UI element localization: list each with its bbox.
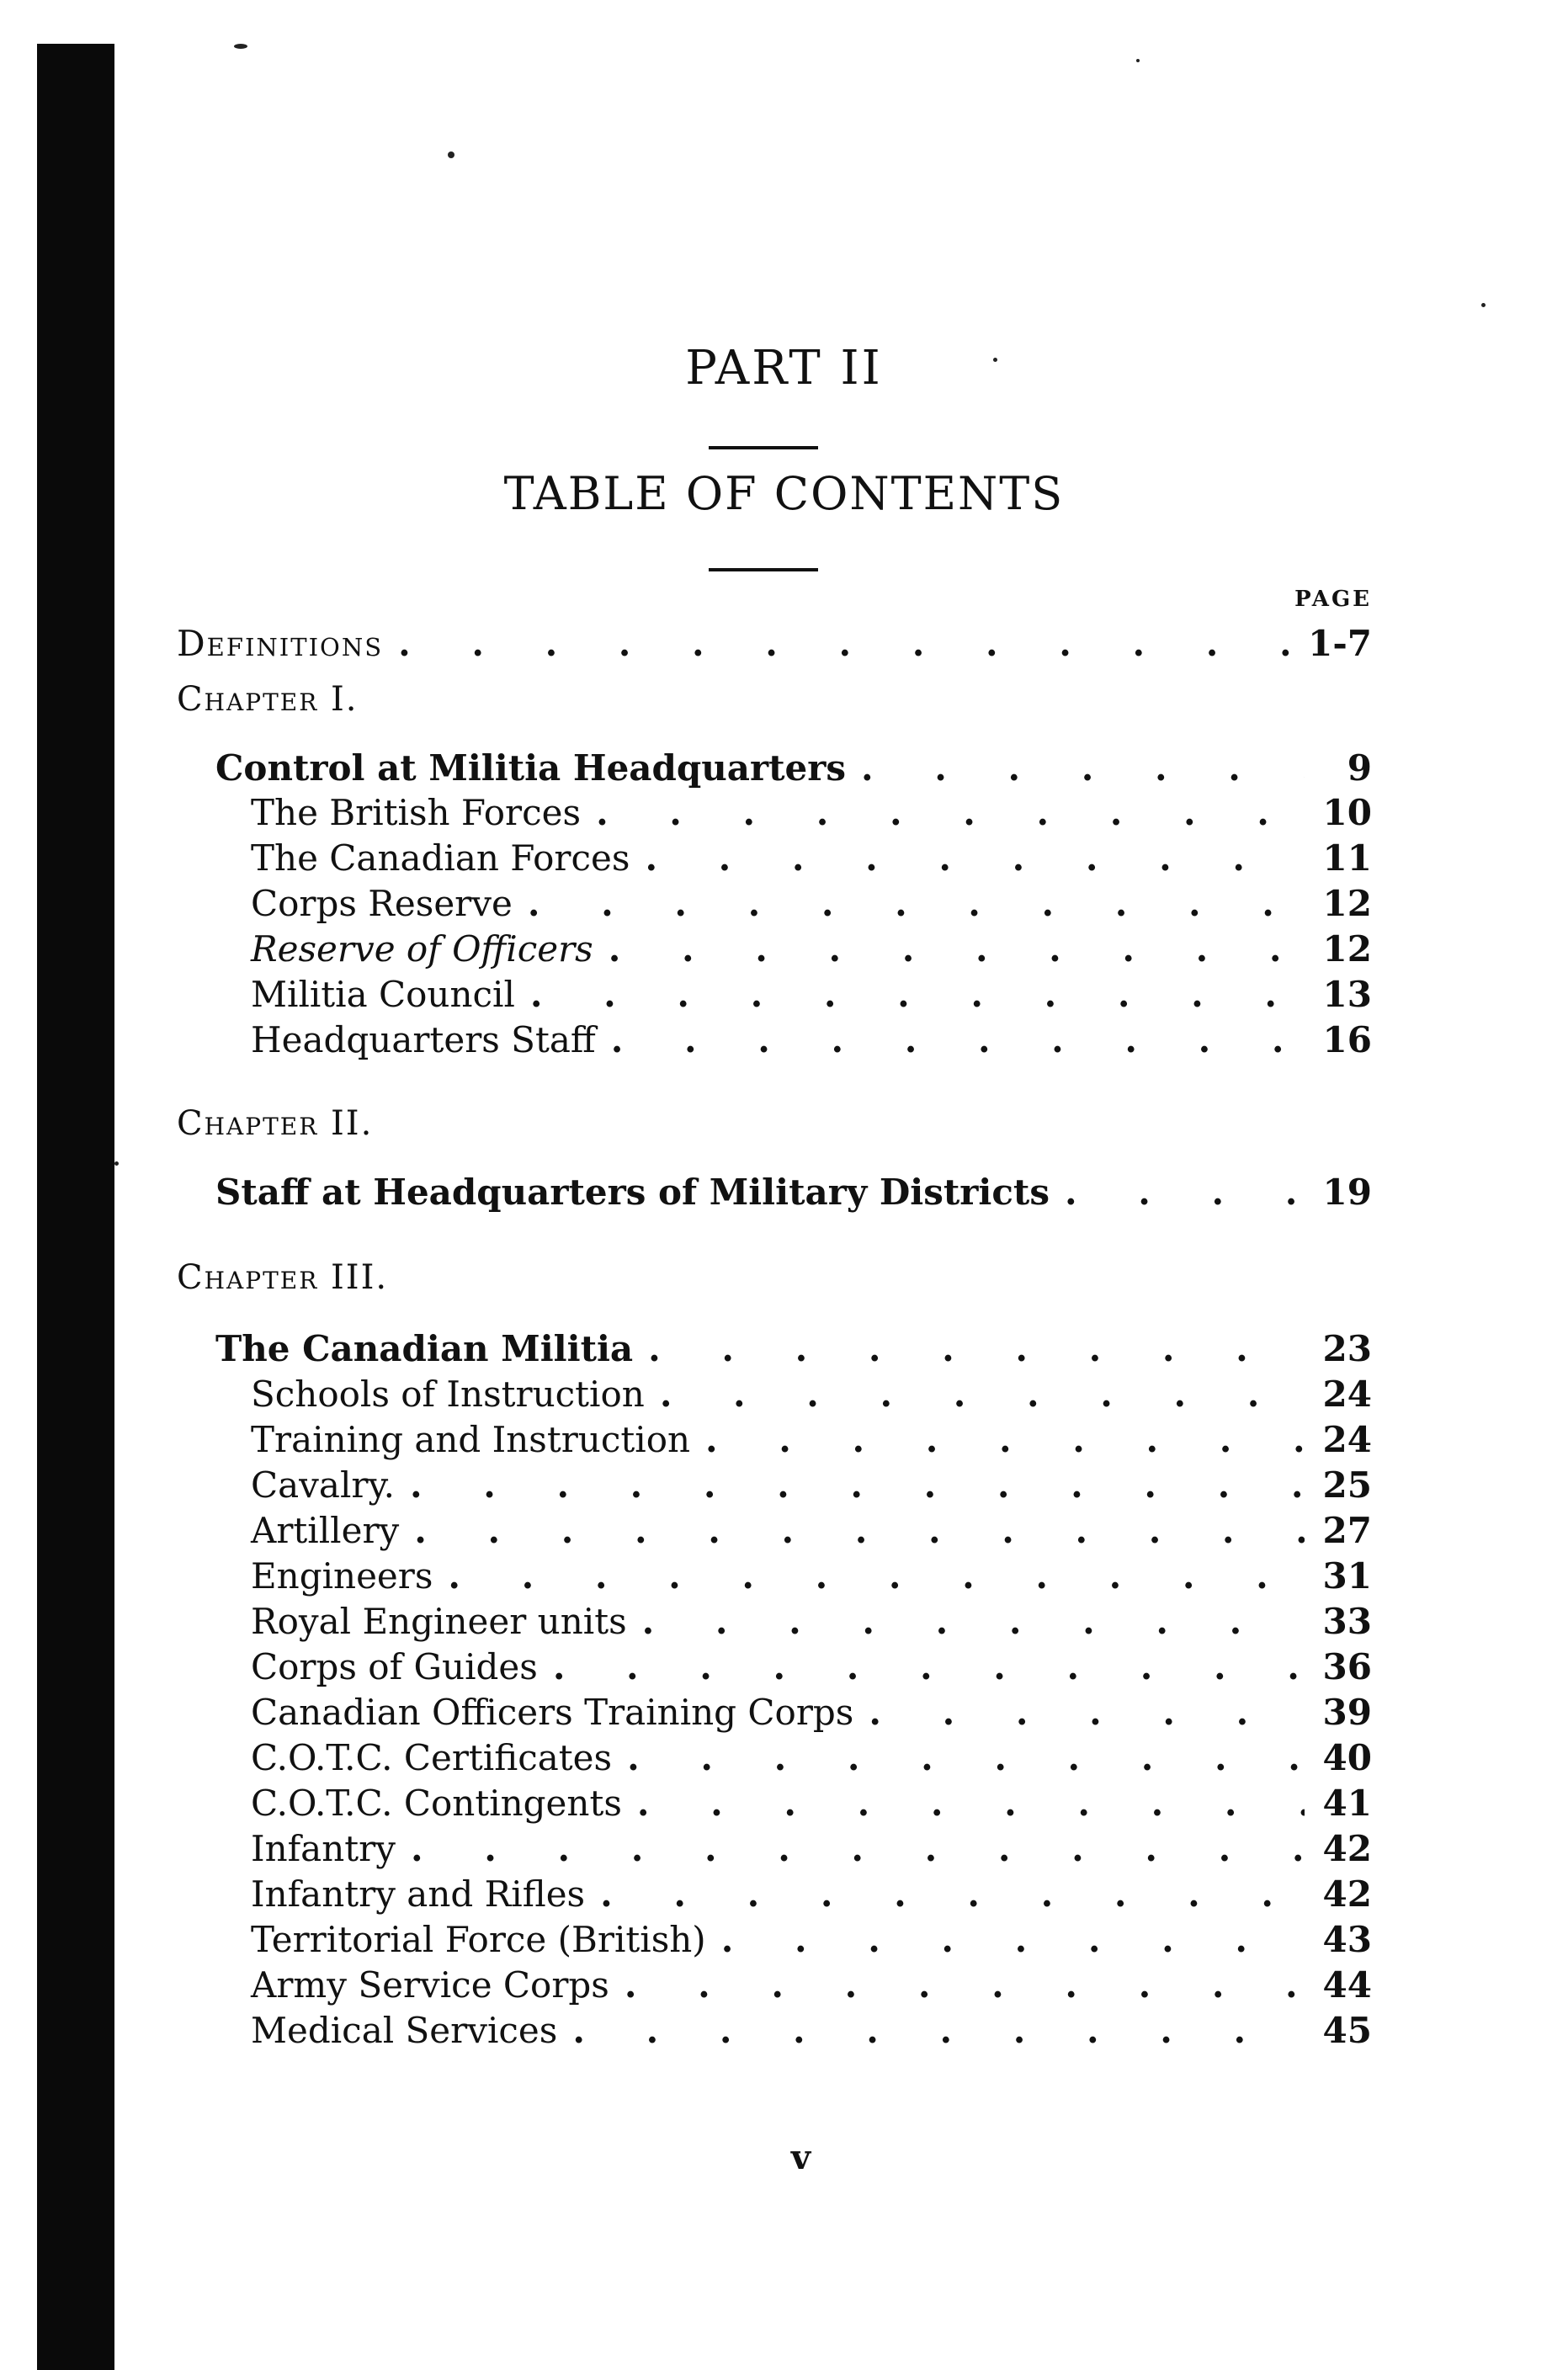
toc-entry-label: Artillery (251, 1510, 400, 1551)
title-rule (709, 568, 818, 571)
dot-leader (530, 974, 1305, 1015)
toc-entry-page: 42 (1322, 1828, 1372, 1869)
toc-entry[interactable] (251, 1828, 1372, 1873)
toc-entry-main[interactable] (215, 1172, 1372, 1217)
toc-entry[interactable] (251, 1964, 1372, 2010)
toc-entry-main[interactable] (215, 1328, 1372, 1374)
dot-leader (600, 1873, 1305, 1915)
toc-entry-page: 19 (1322, 1172, 1372, 1213)
toc-entry[interactable] (251, 1464, 1372, 1510)
toc-entry[interactable] (251, 974, 1372, 1019)
toc-entry-page: 36 (1322, 1646, 1372, 1687)
toc-entry-page: 27 (1322, 1510, 1372, 1551)
toc-entry-label: Infantry (251, 1828, 396, 1869)
print-speck (448, 151, 454, 158)
dot-leader (414, 1510, 1305, 1551)
dot-leader (642, 1601, 1305, 1642)
toc-entry[interactable] (251, 792, 1372, 837)
toc-title: TABLE OF CONTENTS (503, 467, 1065, 520)
toc-entry-page: 11 (1322, 837, 1372, 879)
toc-entry-page: 9 (1347, 747, 1372, 789)
toc-entry-page: 31 (1322, 1555, 1372, 1597)
toc-entry-label: Training and Instruction (251, 1419, 691, 1460)
toc-entry-page: 41 (1322, 1783, 1372, 1824)
dot-leader (410, 1464, 1305, 1506)
toc-entry[interactable] (251, 1555, 1372, 1601)
toc-entry-label: The British Forces (251, 792, 582, 833)
toc-entry-label: Control at Militia Headquarters (215, 747, 847, 789)
toc-entry-label: C.O.T.C. Certificates (251, 1737, 613, 1778)
toc-entry-definitions[interactable] (177, 623, 1372, 668)
print-speck (234, 44, 247, 49)
toc-entry-label: Corps Reserve (251, 883, 513, 924)
chapter-heading: Chapter III. (177, 1258, 389, 1297)
toc-entry[interactable] (251, 1646, 1372, 1692)
toc-entry-label: Schools of Instruction (251, 1374, 645, 1415)
dot-leader (645, 837, 1305, 879)
dot-leader (660, 1374, 1305, 1415)
page-number: v (790, 2138, 811, 2177)
dot-leader (411, 1828, 1305, 1869)
page-column-header: PAGE (1294, 587, 1372, 612)
toc-entry-page: 40 (1322, 1737, 1372, 1778)
toc-entry-label: Infantry and Rifles (251, 1873, 586, 1915)
toc-entry-label: Definitions (177, 623, 384, 664)
toc-entry[interactable] (251, 1510, 1372, 1555)
toc-entry[interactable] (251, 1737, 1372, 1783)
toc-entry-page: 24 (1322, 1419, 1372, 1460)
toc-entry-page: 25 (1322, 1464, 1372, 1506)
chapter-heading: Chapter I. (177, 680, 359, 719)
toc-entry-page: 12 (1322, 883, 1372, 924)
dot-leader (625, 1964, 1305, 2006)
dot-leader (705, 1419, 1305, 1460)
toc-entry-label: Corps of Guides (251, 1646, 538, 1687)
toc-entry[interactable] (251, 1692, 1372, 1737)
toc-entry-label: Territorial Force (British) (251, 1919, 706, 1960)
toc-entry-page: 24 (1322, 1374, 1372, 1415)
toc-entry-page: 10 (1322, 792, 1372, 833)
toc-entry[interactable] (251, 1783, 1372, 1828)
toc-entry-label: Engineers (251, 1555, 433, 1597)
toc-entry-page: 1-7 (1308, 623, 1372, 664)
toc-entry-label: Militia Council (251, 974, 515, 1015)
print-speck (1481, 303, 1486, 307)
toc-entry-page: 44 (1322, 1964, 1372, 2006)
toc-entry-label: The Canadian Forces (251, 837, 630, 879)
toc-entry-main[interactable] (215, 747, 1372, 793)
dot-leader (648, 1328, 1305, 1369)
print-speck (1136, 59, 1140, 62)
dot-leader (1065, 1172, 1305, 1213)
toc-entry-page: 43 (1322, 1919, 1372, 1960)
dot-leader (611, 1019, 1305, 1060)
toc-entry[interactable] (251, 928, 1372, 974)
part-title: PART II (685, 341, 883, 396)
toc-entry-label: The Canadian Militia (215, 1328, 634, 1369)
toc-entry-label: Headquarters Staff (251, 1019, 596, 1060)
toc-entry-page: 13 (1322, 974, 1372, 1015)
toc-entry[interactable] (251, 1919, 1372, 1964)
dot-leader (637, 1783, 1305, 1824)
toc-entry[interactable] (251, 837, 1372, 883)
toc-entry[interactable] (251, 1601, 1372, 1646)
toc-entry-label: Cavalry. (251, 1464, 395, 1506)
print-speck (114, 1161, 119, 1166)
chapter-heading: Chapter II. (177, 1104, 374, 1143)
toc-entry-label: C.O.T.C. Contingents (251, 1783, 622, 1824)
toc-entry-label: Royal Engineer units (251, 1601, 627, 1642)
toc-entry-page: 39 (1322, 1692, 1372, 1733)
toc-entry-page: 23 (1322, 1328, 1372, 1369)
toc-entry-label: Staff at Headquarters of Military Districts (215, 1172, 1050, 1213)
dot-leader (553, 1646, 1305, 1687)
dot-leader (448, 1555, 1305, 1597)
dot-leader (869, 1692, 1305, 1733)
toc-entry-page: 16 (1322, 1019, 1372, 1060)
toc-entry[interactable] (251, 2010, 1372, 2055)
toc-entry[interactable] (251, 1019, 1372, 1065)
toc-entry-label: Reserve of Officers (251, 928, 593, 970)
toc-entry[interactable] (251, 1419, 1372, 1464)
dot-leader (572, 2010, 1305, 2051)
dot-leader (596, 792, 1305, 833)
toc-entry-page: 45 (1322, 2010, 1372, 2051)
dot-leader (861, 747, 1305, 789)
toc-entry-label: Medical Services (251, 2010, 558, 2051)
toc-entry[interactable] (251, 1374, 1372, 1419)
dot-leader (721, 1919, 1305, 1960)
toc-entry-page: 12 (1322, 928, 1372, 970)
toc-entry[interactable] (251, 1873, 1372, 1919)
toc-entry-page: 42 (1322, 1873, 1372, 1915)
title-rule (709, 446, 818, 449)
dot-leader (528, 883, 1305, 924)
toc-entry-label: Canadian Officers Training Corps (251, 1692, 854, 1733)
dot-leader (398, 623, 1305, 664)
dot-leader (627, 1737, 1305, 1778)
toc-entry[interactable] (251, 883, 1372, 928)
toc-entry-label: Army Service Corps (251, 1964, 609, 2006)
dot-leader (609, 928, 1305, 970)
toc-entry-page: 33 (1322, 1601, 1372, 1642)
